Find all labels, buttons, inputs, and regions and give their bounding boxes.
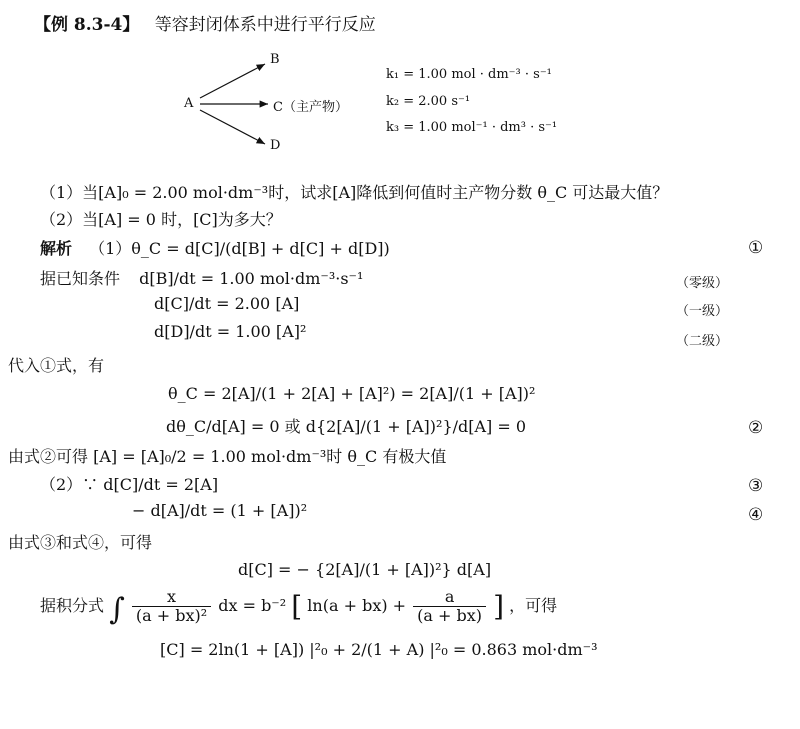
solution-line-1 (40, 236, 390, 259)
question-2: （2）当[A] = 0 时，[C]为多大？ (40, 210, 282, 229)
substitute-text: 代入①式，有 (8, 356, 105, 375)
integral-denominator-2: (a + bx) (417, 606, 483, 625)
theta-definition: （1）θ_C = d[C]/(d[B] + d[C] + d[D]) (89, 239, 390, 258)
species-b: B (270, 52, 280, 67)
theta-expression: θ_C = 2[A]/(1 + 2[A] + [A]²) = 2[A]/(1 + [A])² (168, 384, 536, 403)
example-title: 等容封闭体系中进行平行反应 (154, 15, 376, 35)
integral-denominator-1: (a + bx)² (135, 606, 208, 625)
integral-label: 据积分式 (40, 596, 105, 615)
derivative-condition: dθ_C/d[A] = 0 或 d{2[A]/(1 + [A])²}/d[A] = 0 (166, 417, 527, 436)
right-bracket: ] (493, 590, 505, 623)
rate-constant-k3: k₃ = 1.00 mol⁻¹ · dm³ · s⁻¹ (386, 120, 558, 135)
equation-number-4: ④ (748, 505, 764, 525)
known-label: 据已知条件 (40, 269, 121, 288)
integral-ln: ln(a + bx) + (307, 596, 407, 615)
arrow-to-b (200, 64, 265, 98)
rate-c: d[C]/dt = 2.00 [A] (154, 294, 300, 313)
species-a: A (184, 96, 194, 111)
integral-numerator-x: x (132, 588, 211, 607)
equation-number-3: ③ (748, 476, 764, 496)
final-result: [C] = 2ln(1 + [A]) |²₀ + 2/(1 + A) |²₀ = 0.863 mol·dm⁻³ (160, 640, 598, 659)
left-bracket: [ (291, 590, 303, 623)
species-d: D (270, 138, 281, 153)
part2-rate-c: （2）∵ d[C]/dt = 2[A] (40, 475, 219, 494)
rate-d: d[D]/dt = 1.00 [A]² (154, 322, 307, 341)
from-3-and-4: 由式③和式④，可得 (8, 533, 153, 552)
result-1: 由式②可得 [A] = [A]₀/2 = 1.00 mol·dm⁻³时 θ_C 有极大值 (8, 447, 447, 466)
part2-rate-a: − d[A]/dt = (1 + [A])² (132, 501, 308, 520)
known-conditions (40, 266, 363, 289)
rate-constant-k2: k₂ = 2.00 s⁻¹ (386, 94, 471, 109)
dc-expression: d[C] = − {2[A]/(1 + [A])²} d[A] (238, 560, 492, 579)
rate-b: d[B]/dt = 1.00 mol·dm⁻³·s⁻¹ (139, 269, 364, 288)
rate-constant-k1: k₁ = 1.00 mol · dm⁻³ · s⁻¹ (386, 67, 552, 82)
example-tag: 【例 8.3-4】 (34, 15, 140, 35)
equation-number-1: ① (748, 238, 764, 258)
integral-middle: dx = b⁻² (218, 596, 287, 615)
question-1: （1）当[A]₀ = 2.00 mol·dm⁻³时，试求[A]降低到何值时主产物分数 θ_C 可达最大值？ (40, 183, 669, 202)
integral-tail: ，可得 (509, 596, 558, 615)
integral-fraction-1 (132, 588, 211, 625)
integral-formula (40, 588, 557, 627)
solution-label: 解析 (40, 239, 73, 258)
integral-fraction-2 (413, 588, 486, 625)
integral-numerator-a: a (413, 588, 486, 607)
integral-sign: ∫ (109, 592, 125, 627)
order-two: （二级） (676, 334, 729, 349)
arrow-to-d (200, 110, 265, 144)
order-one: （一级） (676, 304, 729, 319)
order-zero: （零级） (676, 276, 729, 291)
species-c: C（主产物） (273, 100, 348, 115)
equation-number-2: ② (748, 418, 764, 438)
